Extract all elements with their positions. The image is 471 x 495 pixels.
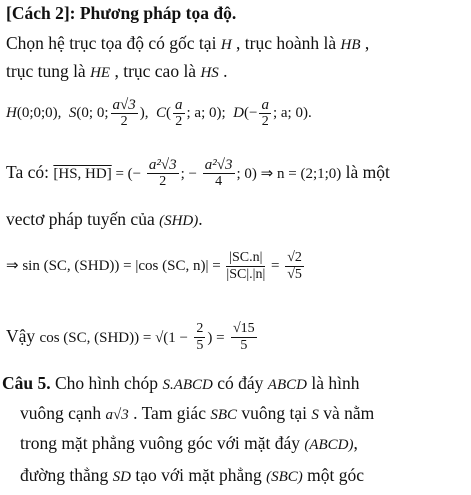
math-normal: n = (2;1;0) (277, 166, 342, 182)
frac-num: |SC.n| (226, 250, 265, 267)
sine-line (6, 246, 306, 286)
text: . (198, 209, 203, 229)
point-H: H (6, 105, 17, 121)
math-ABCD-plane: (ABCD) (304, 437, 354, 453)
frac-den: 5 (196, 338, 204, 354)
math-cross: [HS, HD] (53, 166, 112, 182)
question-line-3 (20, 432, 358, 456)
math-SABCD: S.ABCD (162, 377, 213, 393)
math-SHD: (SHD) (159, 213, 199, 229)
frac-num: √2 (287, 250, 302, 266)
frac-den: 2 (120, 114, 128, 130)
fraction (111, 97, 138, 130)
D-suffix: ; a; 0). (272, 105, 312, 121)
frac-den: 5 (240, 338, 248, 354)
text: . Tam giác (128, 403, 211, 423)
text: và nằm (318, 403, 375, 423)
math: ) = (207, 330, 225, 346)
text: , (360, 33, 370, 53)
text: là hình (306, 373, 360, 393)
frac-den: 2 (261, 114, 269, 130)
text: vectơ pháp tuyến của (6, 209, 160, 229)
text: một góc (302, 465, 365, 485)
section-heading: [Cách 2]: Phương pháp tọa độ. (6, 3, 237, 23)
frac-den: √5 (287, 267, 302, 283)
coordinates-line: H(0;0;0), S(0; 0; $\frac{a√3}{2}$ ), C( $\frac{a}{2}$ ; a; 0); D(− $\frac{a}{2}$ ; a; 0). (6, 97, 312, 130)
question-line-2 (20, 402, 374, 426)
text: tạo với mặt phẳng (130, 465, 267, 485)
text-line-1 (6, 32, 369, 56)
equals: = (271, 258, 280, 274)
question-label: Câu 5. (2, 373, 51, 393)
frac-den: 2 (175, 114, 183, 130)
fraction (173, 97, 185, 130)
text-line-6 (6, 208, 203, 232)
text: vuông cạnh (20, 403, 106, 423)
fraction (203, 157, 235, 190)
text: là một (341, 162, 390, 182)
text-line-2 (6, 60, 228, 84)
H-value: (0;0;0), (16, 105, 62, 121)
frac-den: |SC|.|n| (226, 267, 266, 283)
text: , trục cao là (110, 61, 201, 81)
text: Vậy (6, 326, 40, 346)
fraction (285, 250, 304, 283)
math: ; 0) (236, 166, 257, 182)
frac-num: 2 (196, 321, 204, 337)
math-ABCD: ABCD (267, 377, 307, 393)
C-suffix: ; a; 0); (186, 105, 226, 121)
text: trong mặt phẳng vuông góc với mặt đáy (20, 433, 305, 453)
text: vuông tại (237, 403, 312, 423)
fraction (147, 157, 179, 190)
frac-num: √15 (232, 321, 255, 337)
math-HE: HE (90, 65, 111, 81)
fraction (226, 250, 265, 283)
math-HS: HS (200, 65, 219, 81)
cross-product-line: Ta có: [HS, HD] = (− $\frac{\text{a²√3}}{2}$ ; − $\frac{\text{a²√3}}{4}$ ; 0) ⇒ n = (2;1;0) là một (6, 157, 390, 190)
frac-den: 4 (215, 174, 223, 190)
text: Ta có: (6, 162, 54, 182)
math-HB: HB (340, 37, 361, 53)
text: . (218, 61, 228, 81)
math-SBC: SBC (210, 407, 238, 423)
conclusion-line (6, 318, 259, 356)
frac-den: 2 (159, 174, 167, 190)
math-cos: cos (SC, (SHD)) = √(1 − (39, 330, 189, 346)
text: trục tung là (6, 61, 91, 81)
text: , (353, 433, 358, 453)
text: Cho hình chóp (50, 373, 163, 393)
text: Chọn hệ trục tọa độ có gốc tại (6, 33, 221, 53)
point-D: D (233, 105, 245, 121)
frac-num: a²√3 (148, 157, 177, 174)
question-line-1 (2, 372, 359, 396)
text: có đáy (212, 373, 268, 393)
sine-lhs: ⇒ sin (SC, (SHD)) = |cos (SC, n)| = (6, 258, 221, 274)
math-a-root3: a√3 (105, 407, 129, 423)
question-line-4 (20, 464, 364, 488)
point-S: S (68, 105, 77, 121)
frac-num: a (261, 97, 269, 114)
text: , trục hoành là (231, 33, 341, 53)
S-suffix: ), (139, 105, 149, 121)
frac-num: a²√3 (204, 157, 233, 174)
math-SBC-plane: (SBC) (266, 469, 303, 485)
point-C: C (156, 105, 167, 121)
fraction (194, 321, 205, 354)
frac-num: a√3 (112, 97, 136, 114)
fraction (231, 321, 257, 354)
math-S: S (311, 407, 319, 423)
S-prefix: (0; 0; (76, 105, 109, 121)
fraction (259, 97, 271, 130)
math-H: H (220, 37, 232, 53)
text: đường thẳng (20, 465, 113, 485)
frac-num: a (175, 97, 183, 114)
math-SD: SD (112, 469, 131, 485)
